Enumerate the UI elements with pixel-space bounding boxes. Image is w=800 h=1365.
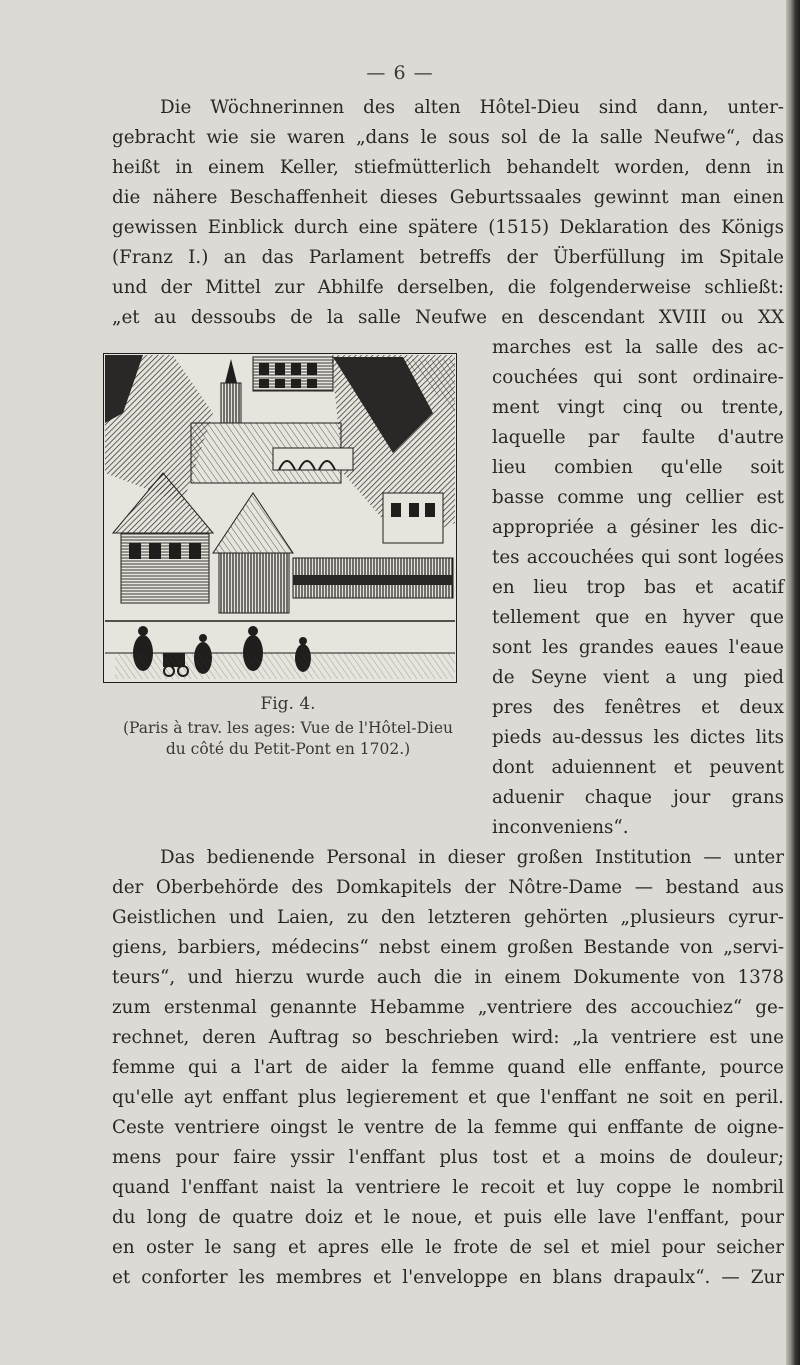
quote-line: sont les grandes eaues l'eaue <box>492 637 784 658</box>
figure-number: Fig. 4. <box>260 694 316 714</box>
quote-line: ment vingt cinq ou trente, <box>492 397 784 418</box>
paragraph-1-line: gebracht wie sie waren „dans le sous sol de la salle Neufwe“, das <box>112 127 784 148</box>
page-number: — 6 — <box>366 62 434 84</box>
paragraph-2-line: teurs“, und hierzu wurde auch die in einem Dokumente von 1378 <box>112 967 784 988</box>
paragraph-1-line: (Franz I.) an das Parlament betreffs der Überfüllung im Spitale <box>112 247 784 268</box>
paragraph-2-line: der Oberbehörde des Domkapitels der Nôtre-Dame — bestand aus <box>112 877 784 898</box>
page-edge-shadow <box>786 0 800 1365</box>
engraving-illustration <box>103 353 457 683</box>
quote-line: lieu combien qu'elle soit <box>492 457 784 478</box>
quote-line: dont aduiennent et peuvent <box>492 757 784 778</box>
paragraph-2-line: Ceste ventriere oingst le ventre de la femme qui enffante de oigne- <box>112 1117 784 1138</box>
paragraph-2-line: mens pour faire yssir l'enffant plus tost et a moins de douleur; <box>112 1147 784 1168</box>
paragraph-1-line: die nähere Beschaffenheit dieses Geburtssaales gewinnt man einen <box>112 187 784 208</box>
quote-line: pres des fenêtres et deux <box>492 697 784 718</box>
paragraph-2-line: Das bedienende Personal in dieser großen Institution — unter <box>160 847 784 868</box>
figure-caption-line: du côté du Petit-Pont en 1702.) <box>165 740 411 758</box>
figure-caption-line: (Paris à trav. les ages: Vue de l'Hôtel-Dieu <box>122 719 454 737</box>
paragraph-2-line: femme qui a l'art de aider la femme quand elle enffante, pource <box>112 1057 784 1078</box>
paragraph-1-line: Die Wöchnerinnen des alten Hôtel-Dieu sind dann, unter- <box>160 97 784 118</box>
paragraph-2-line: giens, barbiers, médecins“ nebst einem großen Bestande von „servi- <box>112 937 784 958</box>
quote-line: tes accouchées qui sont logées <box>492 547 784 568</box>
paragraph-1-line: heißt in einem Keller, stiefmütterlich behandelt worden, denn in <box>112 157 784 178</box>
paragraph-1-line: „et au dessoubs de la salle Neufwe en descendant XVIII ou XX <box>112 307 784 328</box>
figure-engraving <box>103 353 457 683</box>
paragraph-2-line: qu'elle ayt enffant plus legierement et que l'enffant ne soit en peril. <box>112 1087 784 1108</box>
paragraph-1-line: und der Mittel zur Abhilfe derselben, die folgenderweise schließt: <box>112 277 784 298</box>
quote-line: aduenir chaque jour grans <box>492 787 784 808</box>
quote-line: couchées qui sont ordinaire- <box>492 367 784 388</box>
quote-line: pieds au-dessus les dictes lits <box>492 727 784 748</box>
paragraph-2-line: quand l'enffant naist la ventriere le recoit et luy coppe le nombril <box>112 1177 784 1198</box>
quote-line: basse comme ung cellier est <box>492 487 784 508</box>
quote-line: laquelle par faulte d'autre <box>492 427 784 448</box>
quote-line: en lieu trop bas et acatif <box>492 577 784 598</box>
paragraph-2-line: Geistlichen und Laien, zu den letzteren gehörten „plusieurs cyrur- <box>112 907 784 928</box>
paragraph-1-line: gewissen Einblick durch eine spätere (1515) Deklaration des Königs <box>112 217 784 238</box>
quote-line: tellement que en hyver que <box>492 607 784 628</box>
paragraph-2-line: et conforter les membres et l'enveloppe en blans drapaulx“. — Zur <box>112 1267 784 1288</box>
paragraph-2-line: en oster le sang et apres elle le frote de sel et miel pour seicher <box>112 1237 784 1258</box>
quote-line: inconveniens“. <box>492 817 629 838</box>
quote-line: marches est la salle des ac- <box>492 337 784 358</box>
quote-line: appropriée a gésiner les dic- <box>492 517 784 538</box>
paragraph-2-line: zum erstenmal genannte Hebamme „ventriere des accouchiez“ ge- <box>112 997 784 1018</box>
quote-line: de Seyne vient a ung pied <box>492 667 784 688</box>
paragraph-2-line: rechnet, deren Auftrag so beschrieben wird: „la ventriere est une <box>112 1027 784 1048</box>
paragraph-2-line: du long de quatre doiz et le noue, et puis elle lave l'enffant, pour <box>112 1207 784 1228</box>
